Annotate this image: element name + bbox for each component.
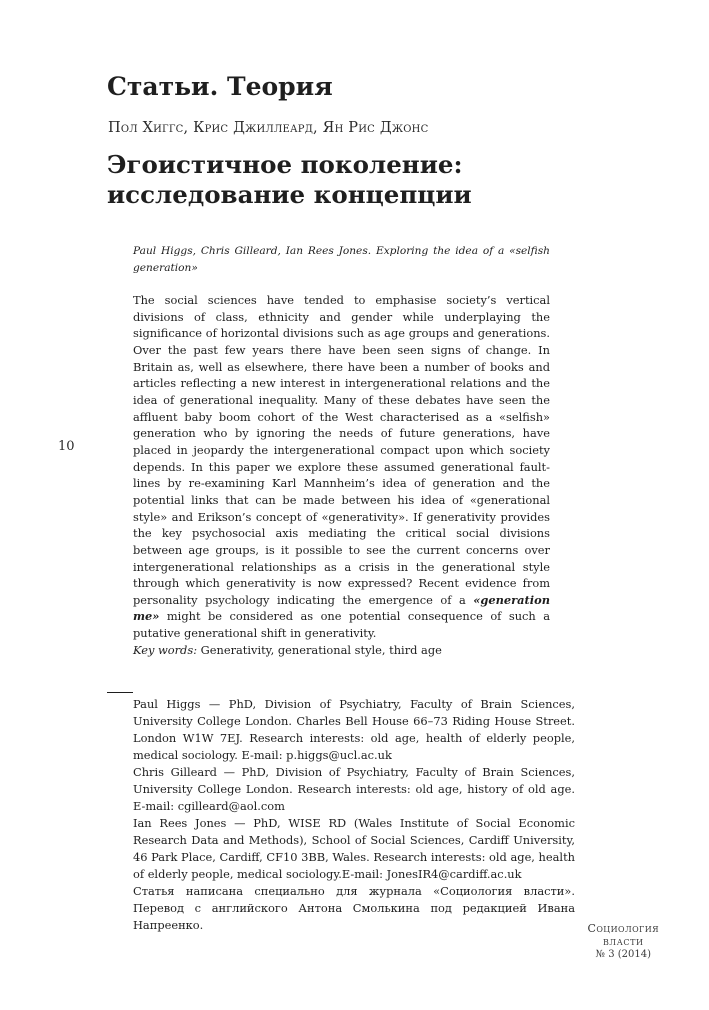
keywords [133,643,550,657]
article-authors: Пол Хиггс, Крис Джиллеард, Ян Рис Джонс [108,120,429,136]
abstract-text-part-2: might be considered as one potential consequence of such a putative generational shift in generativity. [133,609,550,641]
footnotes [133,696,575,934]
footnote-divider [107,692,133,693]
footnote-author-higgs: Paul Higgs — PhD, Division of Psychiatry, Faculty of Brain Sciences, University College London. Charles Bell House 66–73 Riding House Street. London W1W 7EJ. Research interests: old age, health of elderly people, medical sociology. E-mail: p.higgs@ucl.ac.uk [133,697,575,762]
footnote-author-jones: Ian Rees Jones — PhD, WISE RD (Wales Institute of Social Economic Research Data and Methods), School of Social Sciences, Cardiff University, 46 Park Place, Cardiff, CF10 3BB, Wales. Research interests: old age, health of elderly people, medical sociology.E-mail: JonesIR4@cardiff.ac.uk [133,816,575,881]
english-title: Paul Higgs, Chris Gilleard, Ian Rees Jones. Exploring the idea of a «selfish generation» [133,245,550,274]
journal-name-line-2: власти [602,935,644,948]
article-title: Эгоистичное поколение: исследование концепции [107,150,472,209]
journal-name: Социология [587,922,659,935]
abstract-text-part-1: The social sciences have tended to emphasise society’s vertical divisions of class, ethnicity and gender while underplaying the significance of horizontal divisions such as age groups and generations. Over the past few years there have been seen signs of change. In Britain as, well as elsewhere, there have been a number of books and articles reflecting a new interest in intergenerational relations and the idea of generational inequality. Many of these debates have seen the affluent baby boom cohort of the West characterised as a «selfish» generation who by ignoring the needs of future generations, have placed in jeopardy the intergenerational compact upon which society depends. In this paper we explore these assumed generational fault-lines by re-examining Karl Mannheim’s idea of generation and the potential links that can be made between his idea of «generational style» and Erikson’s concept of «generativity». If generativity provides the key psychosocial axis mediating the critical social divisions between age groups, is it possible to see the current concerns over intergenerational relationships as a crisis in the generational style through which generativity is now expressed? Recent evidence from personality psychology indicating the emergence of a [133,293,550,607]
footnote-author-gilleard: Chris Gilleard — PhD, Division of Psychiatry, Faculty of Brain Sciences, University College London. Research interests: old age, history of old age. E-mail: cgilleard@aol.com [133,765,575,813]
keywords-text: Generativity, generational style, third age [197,643,442,657]
journal-issue: № 3 (2014) [595,949,651,960]
page-number: 10 [58,439,75,454]
keywords-label: Key words: [133,643,198,657]
abstract [133,292,550,642]
section-title: Статьи. Теория [107,72,333,101]
journal-info [588,922,659,961]
footnote-translation-note: Статья написана специально для журнала «Социология власти». Перевод с английского Антона Смолькина под редакцией Ивана Напреенко. [133,884,575,932]
abstract-emphasis: «generation me» [133,592,550,624]
